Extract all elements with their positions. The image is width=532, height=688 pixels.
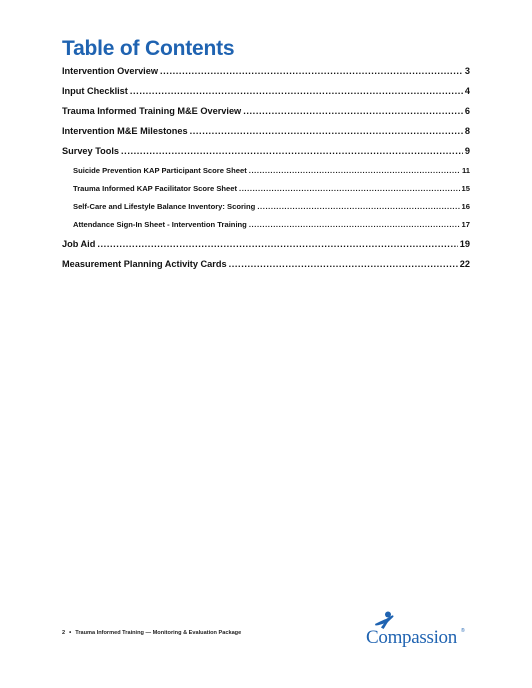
toc-leader-dots	[249, 220, 460, 229]
toc-leader-dots	[239, 184, 460, 193]
toc-entry-attendance[interactable]	[62, 220, 470, 234]
toc-entry-page: 19	[459, 239, 470, 249]
toc-entry-label: Trauma Informed KAP Facilitator Score Sheet	[73, 184, 238, 193]
toc-entry-page: 17	[461, 220, 470, 229]
toc-entry-job-aid[interactable]	[62, 239, 470, 253]
toc-entry-facilitator-score[interactable]	[62, 184, 470, 198]
toc-entry-label: Self-Care and Lifestyle Balance Inventory: Scoring	[73, 202, 256, 211]
toc-leader-dots	[160, 66, 463, 76]
toc-entry-page: 3	[464, 66, 470, 76]
toc-entry-label: Attendance Sign-In Sheet - Intervention Training	[73, 220, 247, 229]
toc-entry-page: 4	[464, 86, 470, 96]
toc-entry-page: 8	[464, 126, 470, 136]
toc-entry-page: 22	[459, 259, 470, 269]
toc-entry-intervention-overview[interactable]	[62, 66, 470, 80]
toc-entry-label: Survey Tools	[62, 146, 120, 156]
toc-entry-me-milestones[interactable]	[62, 126, 470, 140]
toc-entry-label: Job Aid	[62, 239, 96, 249]
toc-entry-label: Trauma Informed Training M&E Overview	[62, 106, 242, 116]
toc-entry-me-overview[interactable]	[62, 106, 470, 120]
toc-entry-page: 15	[461, 184, 470, 193]
page-footer	[62, 630, 241, 636]
toc-entry-input-checklist[interactable]	[62, 86, 470, 100]
toc-entry-label: Measurement Planning Activity Cards	[62, 259, 227, 269]
registered-mark: ®	[461, 628, 465, 634]
toc-leader-dots	[229, 259, 458, 269]
toc-entry-label: Intervention Overview	[62, 66, 158, 76]
footer-document-title: Trauma Informed Training — Monitoring & Evaluation Package	[75, 630, 242, 636]
toc-leader-dots	[130, 86, 463, 96]
footer-bullet: •	[69, 630, 72, 636]
toc-leader-dots	[121, 146, 463, 156]
toc-entry-label: Suicide Prevention KAP Participant Score Sheet	[73, 166, 247, 175]
toc-entry-page: 9	[464, 146, 470, 156]
footer-page-number: 2	[62, 630, 66, 636]
toc-entry-survey-tools[interactable]	[62, 146, 470, 160]
toc-leader-dots	[249, 166, 460, 175]
toc-leader-dots	[257, 202, 459, 211]
toc-entry-suicide-prevention[interactable]	[62, 166, 470, 180]
toc-leader-dots	[243, 106, 463, 116]
toc-entry-label: Input Checklist	[62, 86, 128, 96]
toc-entry-page: 6	[464, 106, 470, 116]
toc-leader-dots	[190, 126, 463, 136]
toc-entry-page: 11	[461, 166, 470, 175]
toc-entry-label: Intervention M&E Milestones	[62, 126, 188, 136]
toc-entry-activity-cards[interactable]	[62, 259, 470, 273]
toc-entry-self-care[interactable]	[62, 202, 470, 216]
page-title: Table of Contents	[62, 37, 235, 60]
toc-leader-dots	[97, 239, 457, 249]
compassion-wordmark: Compassion	[366, 627, 457, 648]
toc-entry-page: 16	[461, 202, 470, 211]
compassion-logo	[362, 610, 466, 648]
